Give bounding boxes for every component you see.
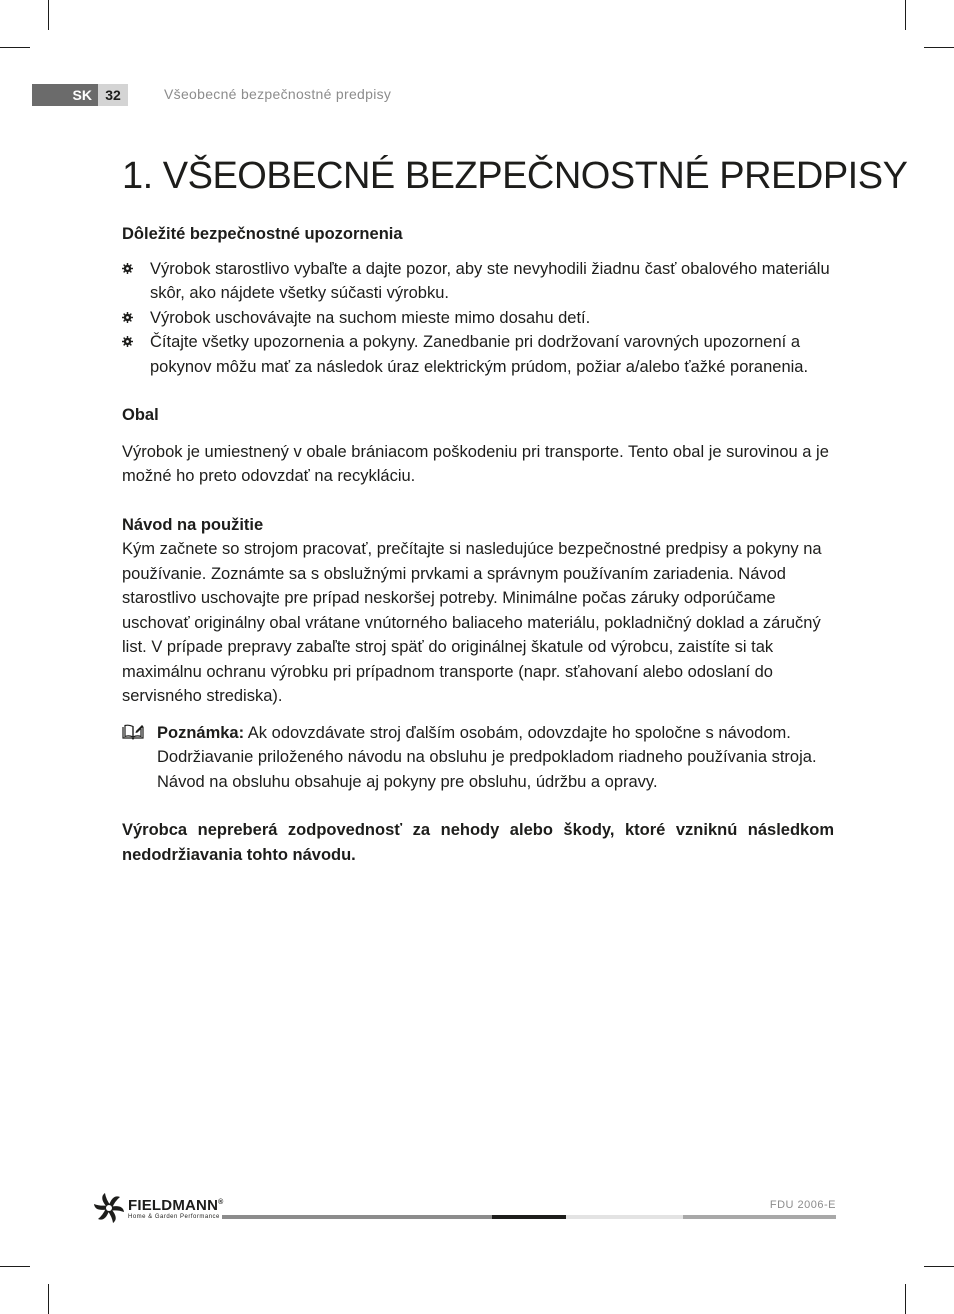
running-header: Všeobecné bezpečnostné predpisy xyxy=(164,86,392,102)
footer-rule xyxy=(566,1215,683,1219)
note-label: Poznámka: xyxy=(157,723,245,742)
crop-mark xyxy=(0,47,30,48)
page-title: 1. VŠEOBECNÉ BEZPEČNOSTNÉ PREDPISY xyxy=(122,155,908,197)
section-heading-manual: Návod na použitie xyxy=(122,515,264,534)
section-heading-warnings: Dôležité bezpečnostné upozornenia xyxy=(122,225,403,243)
list-item xyxy=(122,257,834,306)
manual-text: Kým začnete so strojom pracovať, prečítajte si nasledujúce bezpečnostné predpisy a pokyny na používanie. Zoznámte sa s obslužnými prvkami a správnym používaním zariadenia. Návod starostlivo uschovajte pre prípad neskoršej potreby. Minimálne počas záruky odporúčame uschovať originálny obal vrátane vnútorného baliaceho materiálu, pokladničný doklad a záručný list. V prípade prepravy zabaľte stroj späť do originálnej škatule od výrobcu, zaistíte si tak maximálnu ochranu výrobku pri prípadnom transporte (napr. sťahovaní alebo odoslaní do servisného strediska). xyxy=(122,540,822,705)
book-note-icon xyxy=(122,724,144,740)
registered-mark: ® xyxy=(218,1199,224,1206)
crop-mark xyxy=(0,1266,30,1267)
list-item-text: Výrobok uschovávajte na suchom mieste mimo dosahu detí. xyxy=(150,308,591,327)
packaging-text: Výrobok je umiestnený v obale brániacom poškodeniu pri transporte. Tento obal je surovinou a je možné ho preto odovzdať na recykláciu. xyxy=(122,442,829,485)
list-item-text: Výrobok starostlivo vybaľte a dajte pozor, aby ste nevyhodili žiadnu časť obalového materiálu skôr, ako nájdete všetky súčasti výrobku. xyxy=(150,259,830,302)
note-block xyxy=(122,721,834,795)
brand-name: FIELDMANN xyxy=(128,1197,219,1214)
section-heading-packaging: Obal xyxy=(122,406,159,424)
disclaimer: Výrobca nepreberá zodpovednosť za nehody alebo škody, ktoré vzniknú následkom nedodržiavania tohto návodu. xyxy=(122,821,834,864)
list-item-text: Čítajte všetky upozornenia a pokyny. Zanedbanie pri dodržovaní varovných upozornení a pokynov môžu mať za následok úraz elektrickým prúdom, požiar a/alebo ťažké poranenia. xyxy=(150,333,809,376)
gear-bullet-icon xyxy=(122,263,133,274)
language-code: SK xyxy=(32,84,98,106)
warnings-list xyxy=(122,257,834,380)
brand-tagline: Home & Garden Performance xyxy=(128,1214,220,1220)
crop-mark xyxy=(924,1266,954,1267)
list-item xyxy=(122,306,834,331)
crop-mark xyxy=(924,47,954,48)
gear-bullet-icon xyxy=(122,336,133,347)
footer-rule xyxy=(222,1215,492,1219)
brand-logo xyxy=(94,1193,223,1223)
crop-mark xyxy=(48,1284,49,1314)
footer-rule xyxy=(683,1215,836,1219)
page-number: 32 xyxy=(98,84,128,106)
crop-mark xyxy=(48,0,49,30)
list-item xyxy=(122,330,834,379)
gear-bullet-icon xyxy=(122,312,133,323)
crop-mark xyxy=(905,1284,906,1314)
model-number: FDU 2006-E xyxy=(769,1199,836,1211)
header-tab xyxy=(32,84,128,106)
fan-logo-icon xyxy=(94,1193,124,1223)
crop-mark xyxy=(905,0,906,30)
main-content xyxy=(122,222,834,867)
note-text: Ak odovzdávate stroj ďalším osobám, odovzdajte ho spoločne s návodom. Dodržiavanie priloženého návodu na obsluhu je predpokladom riadneho používania stroja. Návod na obsluhu obsahuje aj pokyny pre obsluhu, údržbu a opravy. xyxy=(157,723,817,791)
footer-rule xyxy=(492,1215,566,1219)
